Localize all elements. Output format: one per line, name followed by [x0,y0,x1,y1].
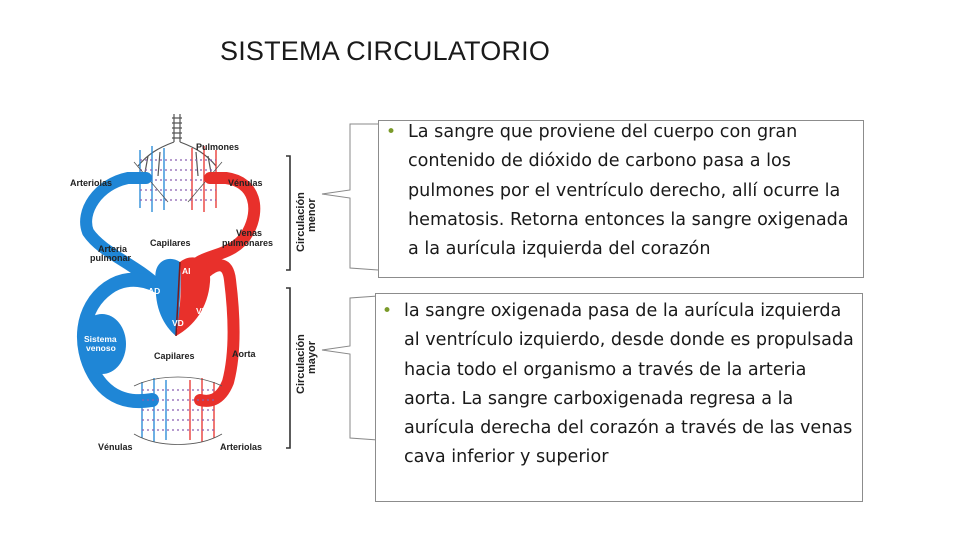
label-sistema-venoso-1: Sistema [84,334,117,344]
label-venas-pulmonares-2: pulmonares [222,238,274,248]
bullet-text: La sangre que proviene del cuerpo con gran contenido de dióxido de carbono pasa a los pulmones por el ventrículo derecho, allí ocurre la hematosis. Retorna entonces la sangre oxigenada a la aurícula izquierda del corazón [408,122,849,260]
bullet-item [382,297,860,473]
label-capilares-top: Capilares [150,238,191,248]
label-venulas-top: Vénulas [228,178,263,188]
label-aorta: Aorta [232,349,256,359]
connector-lines [320,120,380,450]
pulmonary-veins [190,178,254,272]
bullet-icon: • [386,122,397,142]
label-arteriolas-top: Arteriolas [70,178,113,188]
bullet-icon: • [382,301,393,321]
label-pulmones: Pulmones [196,142,240,152]
label-capilares-bottom: Capilares [154,351,195,361]
label-vd: VD [172,318,184,328]
label-vi: VI [196,306,205,316]
label-circulacion-menor-2: menor [306,198,318,232]
bullet-text: la sangre oxigenada pasa de la aurícula izquierda al ventrículo izquierdo, desde donde es propulsada hacia todo el organismo a través de la arteria aorta. La sangre carboxigenada regresa a la aurícula derecha del corazón a través de las venas cava inferior y superior [404,301,854,468]
label-sistema-venoso-2: venoso [86,343,116,353]
slide-title: SISTEMA CIRCULATORIO [220,36,551,66]
label-venas-pulmonares-1: Venas [236,228,263,238]
label-arteriolas-bottom: Arteriolas [220,442,263,452]
label-ad: AD [148,286,161,296]
label-ai: AI [182,266,191,276]
label-arteria-pulmonar-2: pulmonar [90,253,132,263]
label-circulacion-mayor-1: Circulación [295,334,307,394]
circulatory-system-diagram [68,112,350,462]
label-venulas-bottom: Vénulas [98,442,133,452]
systemic-capillaries [134,377,222,445]
label-circulacion-menor-1: Circulación [295,192,307,252]
label-arteria-pulmonar-1: Arteria [98,244,128,254]
circulation-brackets [286,156,290,448]
bullet-item [386,118,858,264]
label-circulacion-mayor-2: mayor [306,340,318,374]
